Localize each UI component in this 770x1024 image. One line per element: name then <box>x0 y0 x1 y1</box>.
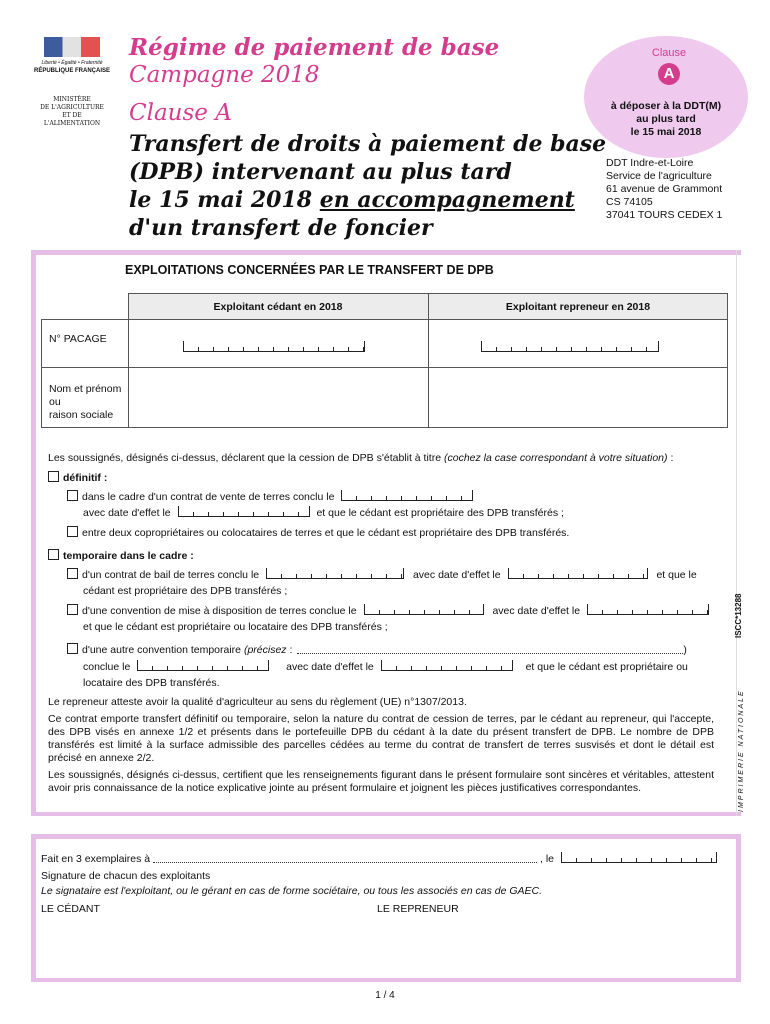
table-line <box>41 319 42 427</box>
side-code: ISCC*13288 <box>734 593 743 638</box>
option-text: et que le cédant est propriétaire des DPB transférés ; <box>316 507 564 519</box>
main-title-line: Transfert de droits à paiement de base <box>129 131 607 157</box>
paragraph: Le repreneur atteste avoir la qualité d'agriculteur au sens du règlement (UE) n°1307/2013. <box>48 696 467 708</box>
table-line <box>727 293 728 427</box>
signature-date-field[interactable] <box>561 852 717 863</box>
page-title: Régime de paiement de base <box>129 34 500 61</box>
option-text: avec date d'effet le <box>83 507 171 519</box>
autre-effect-date-field[interactable] <box>381 660 513 671</box>
signature-frame-right <box>736 834 741 982</box>
deposit-info <box>596 100 736 139</box>
legal-paragraphs <box>48 696 714 795</box>
cedant-signature-area[interactable] <box>41 918 361 974</box>
row-label-pacage: N° PACAGE <box>49 333 107 345</box>
ministry-line: ET DE <box>62 112 82 119</box>
deposit-line: le 15 mai 2018 <box>630 126 702 138</box>
option-text: avec date d'effet le <box>412 569 501 581</box>
autre-date-field[interactable] <box>137 660 269 671</box>
section-title: EXPLOITATIONS CONCERNÉES PAR LE TRANSFERT DE DPB <box>125 263 494 277</box>
cedant-signature-label: LE CÉDANT <box>41 903 100 915</box>
definitif-label: définitif : <box>63 472 108 484</box>
nom-field-cedant[interactable] <box>129 368 427 426</box>
table-line <box>41 319 728 320</box>
option-text: conclue le <box>83 661 131 673</box>
intro-text: Les soussignés, désignés ci-dessus, déclarent que la cession de DPB s'établit à titre <box>48 452 442 464</box>
tmp-bail-checkbox[interactable] <box>67 568 78 579</box>
main-frame-right <box>736 250 737 816</box>
fait-le-label: , le <box>539 853 554 865</box>
pacage-field-cedant[interactable] <box>183 341 365 352</box>
tmp-option-3b <box>83 660 688 673</box>
main-frame-left <box>31 250 36 816</box>
signature-frame-bottom <box>31 978 741 982</box>
address-line: 37041 TOURS CEDEX 1 <box>606 209 723 221</box>
main-title-line: (DPB) intervenant au plus tard <box>129 159 512 185</box>
tmp-option-2 <box>67 604 709 617</box>
signature-frame-left <box>31 834 36 982</box>
def-copro-checkbox[interactable] <box>67 526 78 537</box>
option-text: d'un contrat de bail de terres conclu le <box>82 569 260 581</box>
option-text: dans le cadre d'un contrat de vente de terres conclu le <box>82 491 335 503</box>
repreneur-signature-label: LE REPRENEUR <box>377 903 459 915</box>
exploitations-table <box>41 293 728 437</box>
tmp-option-1b: cédant est propriétaire des DPB transférés ; <box>83 585 288 597</box>
table-line <box>41 427 728 428</box>
main-frame-bottom <box>31 812 741 816</box>
deposit-line: au plus tard <box>636 113 696 125</box>
paragraph: Les soussignés, désignés ci-dessus, certifient que les renseignements figurant dans le présent formulaire sont sincères et véritables, attestent avoir pris connaissance de la notice explicative jointe au présent formulaire et joignent les pièces justificatives correspondantes. <box>48 769 714 794</box>
bail-date-field[interactable] <box>266 568 404 579</box>
marianne-icon <box>44 37 100 57</box>
option-text: ) <box>683 644 687 656</box>
address-line: CS 74105 <box>606 196 653 208</box>
main-title <box>129 130 606 242</box>
signature-title: Signature de chacun des exploitants <box>41 870 211 882</box>
ministry-line: MINISTÈRE <box>53 96 91 103</box>
bail-effect-date-field[interactable] <box>508 568 648 579</box>
vente-date-field[interactable] <box>341 490 473 501</box>
ministry-name <box>34 96 110 128</box>
clause-title: Clause A <box>129 100 232 126</box>
fait-line <box>41 852 717 865</box>
declaration-intro <box>48 452 673 464</box>
main-title-underlined: en accompagnement <box>319 187 575 213</box>
main-title-line <box>129 186 606 214</box>
autre-convention-field[interactable] <box>297 653 683 654</box>
mad-date-field[interactable] <box>364 604 484 615</box>
republique-logo <box>34 37 111 85</box>
definitif-checkbox[interactable] <box>48 471 59 482</box>
ministry-line: L'ALIMENTATION <box>43 120 101 127</box>
ddt-address <box>606 157 722 222</box>
option-hint: (précisez <box>243 644 287 656</box>
def-option-2 <box>67 526 569 539</box>
logo-motto: Liberté • Égalité • Fraternité <box>41 60 103 66</box>
def-option-1b <box>83 506 564 519</box>
tmp-option-3c: locataire des DPB transférés. <box>83 677 220 689</box>
address-line: Service de l'agriculture <box>606 170 712 182</box>
tmp-option-3 <box>67 643 687 656</box>
option-text: et que le cédant est propriétaire ou <box>525 661 688 673</box>
nom-field-repreneur[interactable] <box>429 368 726 426</box>
row-label-nom <box>49 383 121 422</box>
temporaire-label: temporaire dans le cadre : <box>63 550 194 562</box>
tmp-autre-checkbox[interactable] <box>67 643 78 654</box>
definitif-option <box>48 471 107 484</box>
fait-place-field[interactable] <box>153 862 537 863</box>
paragraph: Ce contrat emporte transfert définitif ou temporaire, selon la nature du contrat de cession de terres, par le cédant au repreneur, qui l'accepte, des DPB visés en annexe 1/2 et présents dans le portefeuille DPB du cédant à la date du présent transfert de DPB. Le nombre de DPB transférés est limité à la surface admissible des parcelles cédées au terme du contrat de transfert de terres susvisés et dont le détail est précisé en annexe 2/2. <box>48 713 714 764</box>
intro-end: : <box>670 452 674 464</box>
tmp-option-2b: et que le cédant est propriétaire ou locataire des DPB transférés ; <box>83 621 388 633</box>
mad-effect-date-field[interactable] <box>587 604 709 615</box>
badge-label: Clause <box>651 47 687 59</box>
side-imprimerie: IMPRIMERIE NATIONALE <box>738 689 745 812</box>
main-frame-top <box>31 250 741 255</box>
option-text: d'une convention de mise à disposition de terres conclue le <box>82 605 357 617</box>
ministry-line: DE L'AGRICULTURE <box>40 104 104 111</box>
tmp-option-1 <box>67 568 697 581</box>
row-label-line: raison sociale <box>49 409 114 421</box>
option-text: d'une autre convention temporaire <box>82 644 242 656</box>
signature-note: Le signataire est l'exploitant, ou le gérant en cas de forme sociétaire, ou tous les associés en cas de GAEC. <box>41 885 543 897</box>
row-label-line: Nom et prénom <box>49 383 122 395</box>
col-header-repreneur: Exploitant repreneur en 2018 <box>505 301 651 313</box>
badge-letter-circle: A <box>658 63 680 85</box>
temporaire-option <box>48 549 194 562</box>
option-text: : <box>289 644 293 656</box>
campaign-title: Campagne 2018 <box>129 62 320 88</box>
signature-frame-top <box>31 834 741 839</box>
def-vente-checkbox[interactable] <box>67 490 78 501</box>
col-header-cedant: Exploitant cédant en 2018 <box>213 301 343 313</box>
address-line: DDT Indre-et-Loire <box>606 157 694 169</box>
main-title-line: d'un transfert de foncier <box>129 215 433 241</box>
def-option-1 <box>67 489 473 506</box>
page-number: 1 / 4 <box>375 990 395 1001</box>
tmp-mad-checkbox[interactable] <box>67 604 78 615</box>
option-text: avec date d'effet le <box>492 605 581 617</box>
fait-label: Fait en 3 exemplaires à <box>41 853 151 865</box>
main-title-date: le 15 mai 2018 <box>129 187 313 213</box>
temporaire-checkbox[interactable] <box>48 549 59 560</box>
option-text: et que le <box>656 569 697 581</box>
vente-effect-date-field[interactable] <box>178 506 310 517</box>
repreneur-signature-area[interactable] <box>377 918 727 974</box>
logo-republic: RÉPUBLIQUE FRANÇAISE <box>34 68 111 74</box>
intro-hint: (cochez la case correspondant à votre situation) <box>443 452 668 464</box>
address-line: 61 avenue de Grammont <box>606 183 723 195</box>
option-text: avec date d'effet le <box>286 661 374 673</box>
row-label-line: ou <box>49 396 61 408</box>
deposit-line: à déposer à la DDT(M) <box>610 100 722 112</box>
option-text: entre deux copropriétaires ou colocataires de terres et que le cédant est propriétaire des DPB transférés. <box>82 527 570 539</box>
pacage-field-repreneur[interactable] <box>481 341 659 352</box>
